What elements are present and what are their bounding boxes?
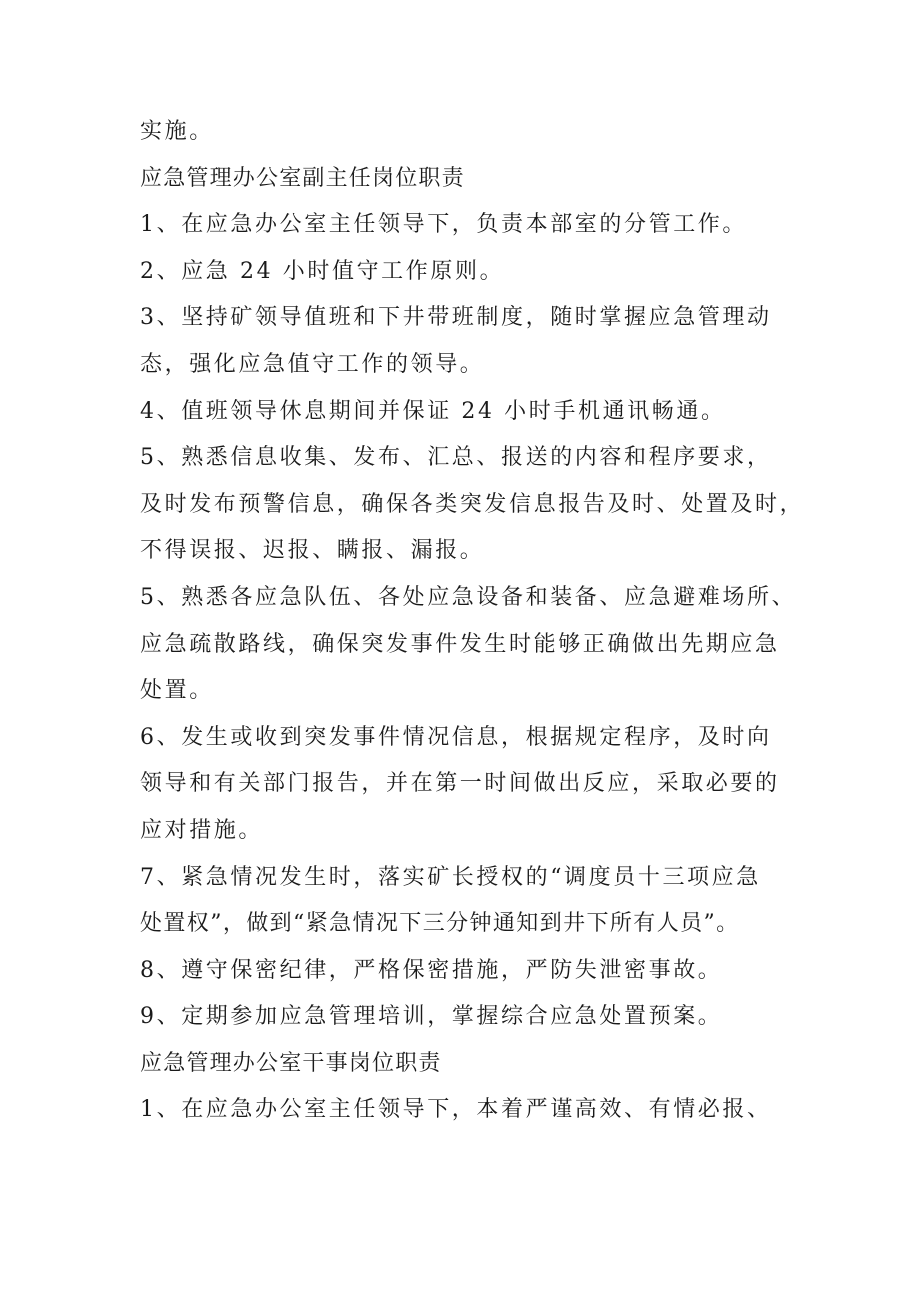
duty-item-7-cont: 处置权”，做到“紧急情况下三分钟通知到井下所有人员”。 bbox=[140, 911, 740, 937]
text-line-continuation: 实施。 bbox=[140, 119, 214, 144]
duty-item-5b: 5、熟悉各应急队伍、各处应急设备和装备、应急避难场所、 bbox=[140, 584, 797, 610]
duty-item-5a-cont-1: 及时发布预警信息，确保各类突发信息报告及时、处置及时， bbox=[140, 491, 805, 517]
duty-item-4: 4、值班领导休息期间并保证 24 小时手机通讯畅通。 bbox=[140, 398, 726, 424]
duty-item-5a-cont-2: 不得误报、迟报、瞒报、漏报。 bbox=[140, 538, 485, 564]
document-body bbox=[140, 109, 805, 1134]
duty-item-3: 3、坚持矿领导值班和下井带班制度，随时掌握应急管理动 bbox=[140, 305, 772, 331]
section-heading-clerk: 应急管理办公室干事岗位职责 bbox=[140, 1050, 442, 1076]
duty-item-6-cont-1: 领导和有关部门报告，并在第一时间做出反应，采取必要的 bbox=[140, 771, 780, 797]
duty-item-5b-cont-2: 处置。 bbox=[140, 678, 214, 704]
duty-item-5b-cont-1: 应急疏散路线，确保突发事件发生时能够正确做出先期应急 bbox=[140, 631, 780, 657]
section-heading-deputy-director: 应急管理办公室副主任岗位职责 bbox=[140, 165, 465, 191]
duty-item-1: 1、在应急办公室主任领导下，负责本部室的分管工作。 bbox=[140, 212, 747, 238]
duty-item-5a: 5、熟悉信息收集、发布、汇总、报送的内容和程序要求， bbox=[140, 445, 772, 471]
duty-item-7: 7、紧急情况发生时，落实矿长授权的“调度员十三项应急 bbox=[140, 864, 761, 890]
duty-item-6-cont-2: 应对措施。 bbox=[140, 817, 264, 843]
duty-item-2: 2、应急 24 小时值守工作原则。 bbox=[140, 258, 505, 284]
duty-item-3-cont: 态，强化应急值守工作的领导。 bbox=[140, 351, 485, 377]
duty-item-9: 9、定期参加应急管理培训，掌握综合应急处置预案。 bbox=[140, 1004, 723, 1030]
duty-item-8: 8、遵守保密纪律，严格保密措施，严防失泄密事故。 bbox=[140, 957, 723, 983]
duty-item-6: 6、发生或收到突发事件情况信息，根据规定程序，及时向 bbox=[140, 724, 772, 750]
clerk-duty-item-1: 1、在应急办公室主任领导下，本着严谨高效、有情必报、 bbox=[140, 1097, 772, 1123]
